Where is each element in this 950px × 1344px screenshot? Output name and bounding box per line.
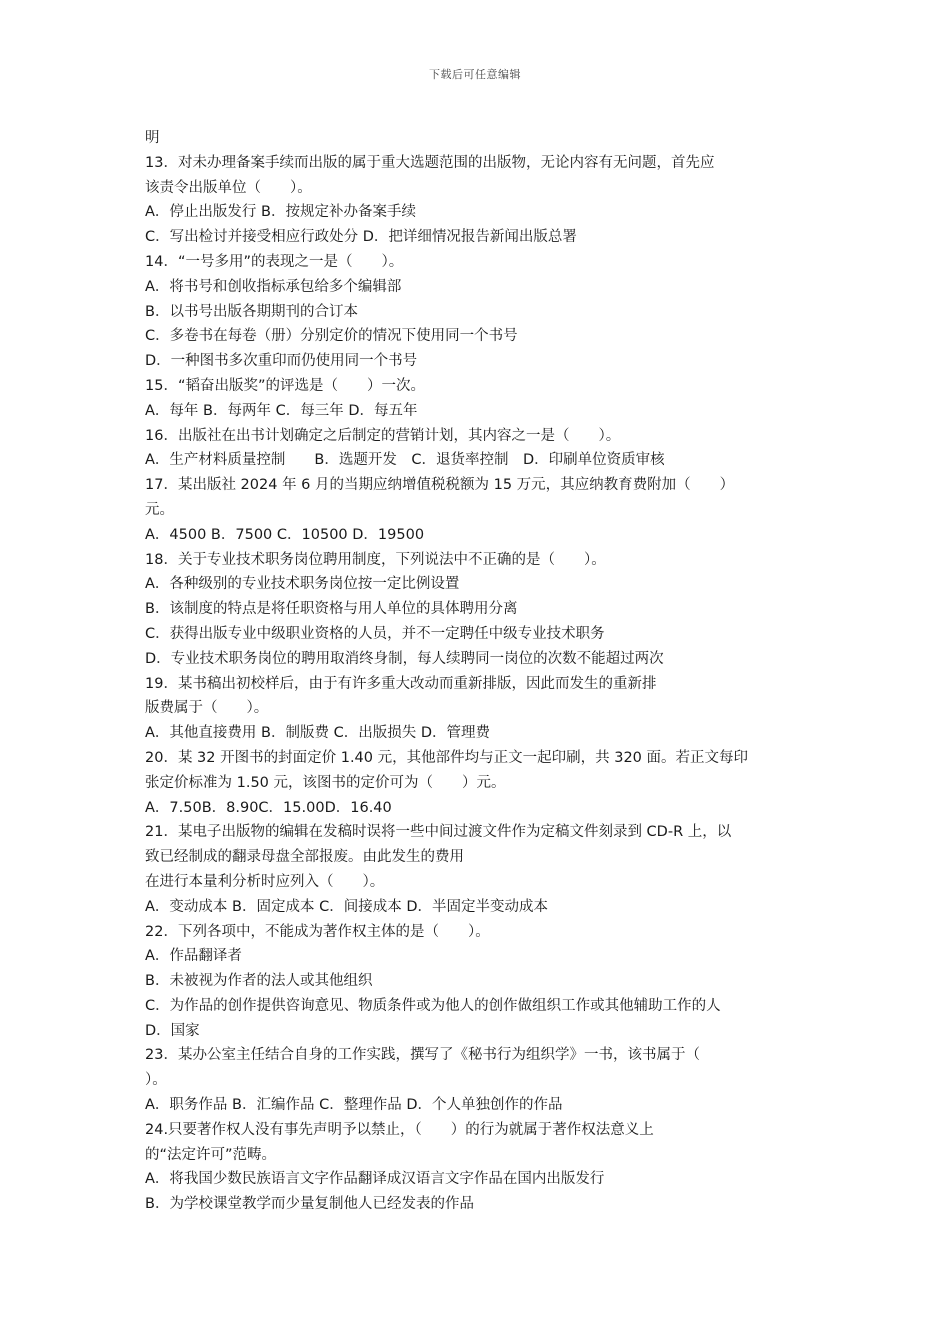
question-22-stem: 22．下列各项中，不能成为著作权主体的是（ ）。: [145, 923, 490, 940]
question-15-stem: 15．“韬奋出版奖”的评选是（ ）一次。: [145, 377, 425, 394]
question-24-stem-cont: 的“法定许可”范畴。: [145, 1146, 277, 1163]
question-14-option-b: B．以书号出版各期期刊的合订本: [145, 303, 358, 320]
question-16-options: A．生产材料质量控制 B．选题开发 C．退货率控制 D．印刷单位资质审核: [145, 452, 665, 469]
question-20-stem-cont: 张定价标准为 1.50 元，该图书的定价可为（ ）元。: [145, 774, 506, 791]
question-18-option-c: C．获得出版专业中级职业资格的人员，并不一定聘任中级专业技术职务: [145, 625, 605, 642]
question-14-option-c: C．多卷书在每卷（册）分别定价的情况下使用同一个书号: [145, 328, 518, 345]
question-22-option-c: C．为作品的创作提供咨询意见、物质条件或为他人的创作做组织工作或其他辅助工作的人: [145, 997, 721, 1014]
question-15-options: A．每年 B．每两年 C．每三年 D．每五年: [145, 402, 418, 419]
question-13-stem-cont: 该责令出版单位（ ）。: [145, 179, 312, 196]
question-14-option-d: D．一种图书多次重印而仍使用同一个书号: [145, 353, 418, 370]
question-24-option-a: A．将我国少数民族语言文字作品翻译成汉语言文字作品在国内出版发行: [145, 1171, 605, 1188]
question-22-option-d: D．国家: [145, 1022, 200, 1039]
question-13-options: C．写出检讨并接受相应行政处分 D．把详细情况报告新闻出版总署: [145, 229, 577, 246]
question-13-stem: 13．对未办理备案手续而出版的属于重大选题范围的出版物，无论内容有无问题，首先应: [145, 154, 715, 171]
question-24-stem: 24.只要著作权人没有事先声明予以禁止，（ ）的行为就属于著作权法意义上: [145, 1121, 654, 1138]
question-18-stem: 18．关于专业技术职务岗位聘用制度，下列说法中不正确的是（ ）。: [145, 551, 606, 568]
question-19-stem-cont: 版费属于（ ）。: [145, 700, 269, 717]
question-23-stem: 23．某办公室主任结合自身的工作实践，撰写了《秘书行为组织学》一书，该书属于（: [145, 1047, 700, 1064]
question-19-stem: 19．某书稿出初校样后，由于有许多重大改动而重新排版，因此而发生的重新排: [145, 675, 657, 692]
question-24-option-b: B．为学校课堂教学而少量复制他人已经发表的作品: [145, 1196, 474, 1213]
question-17-options: A．4500 B．7500 C．10500 D．19500: [145, 526, 425, 543]
question-21-options: A．变动成本 B．固定成本 C．间接成本 D．半固定半变动成本: [145, 898, 548, 915]
question-21-stem-cont: 致已经制成的翻录母盘全部报废。由此发生的费用: [145, 849, 464, 866]
question-22-option-a: A．作品翻译者: [145, 948, 242, 965]
question-21-stem: 21．某电子出版物的编辑在发稿时误将一些中间过渡文件作为定稿文件刻录到 CD-R 上，以: [145, 824, 732, 841]
question-20-options: A．7.50B．8.90C．15.00D．16.40: [145, 799, 392, 816]
question-21-stem-cont: 在进行本量利分析时应列入（ ）。: [145, 873, 385, 890]
question-19-options: A．其他直接费用 B．制版费 C．出版损失 D．管理费: [145, 725, 490, 742]
question-23-options: A．职务作品 B．汇编作品 C．整理作品 D．个人单独创作的作品: [145, 1097, 563, 1114]
question-17-stem: 17．某出版社 2024 年 6 月的当期应纳增值税税额为 15 万元，其应纳教育费附加（ ）: [145, 477, 735, 494]
question-18-option-d: D．专业技术职务岗位的聘用取消终身制，每人续聘同一岗位的次数不能超过两次: [145, 650, 664, 667]
question-14-stem: 14．“一号多用”的表现之一是（ ）。: [145, 253, 404, 270]
question-17-stem-cont: 元。: [145, 501, 174, 518]
question-13-options: A．停止出版发行 B．按规定补办备案手续: [145, 204, 416, 221]
question-14-option-a: A．将书号和创收指标承包给多个编辑部: [145, 278, 402, 295]
question-20-stem: 20．某 32 开图书的封面定价 1.40 元，其他部件均与正文一起印刷，共 320 面。若正文每印: [145, 749, 749, 766]
question-16-stem: 16．出版社在出书计划确定之后制定的营销计划，其内容之一是（ ）。: [145, 427, 621, 444]
question-18-option-a: A．各种级别的专业技术职务岗位按一定比例设置: [145, 576, 460, 593]
page-header: 下载后可任意编辑: [429, 68, 521, 81]
text-line: 明: [145, 130, 160, 146]
question-23-stem-cont: ）。: [145, 1072, 167, 1089]
document-body: [145, 126, 813, 1217]
question-22-option-b: B．未被视为作者的法人或其他组织: [145, 973, 373, 990]
question-18-option-b: B．该制度的特点是将任职资格与用人单位的具体聘用分离: [145, 601, 518, 618]
